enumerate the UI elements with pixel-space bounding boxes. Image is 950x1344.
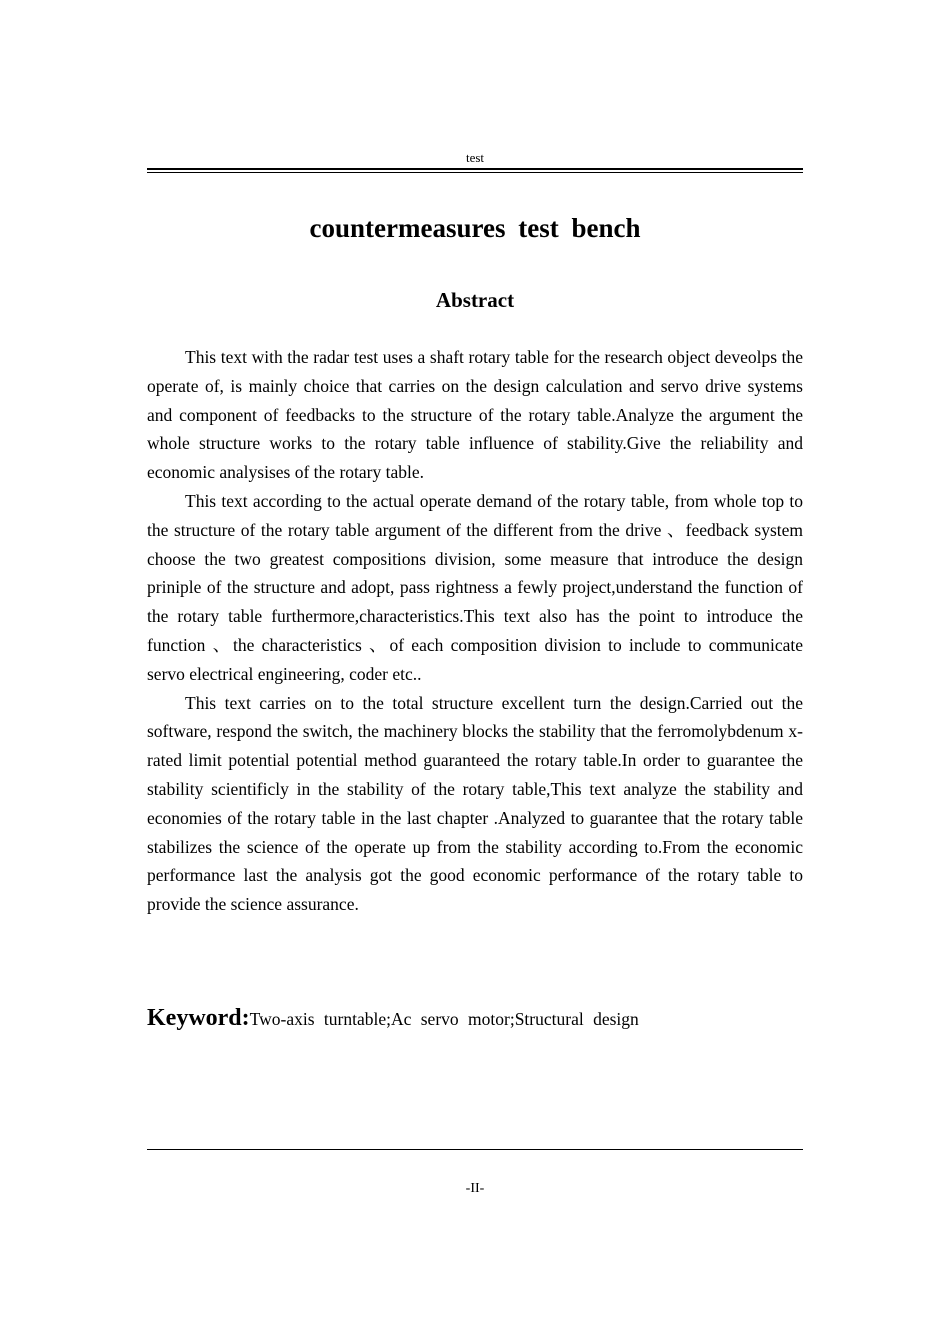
document-title: countermeasures test bench	[309, 213, 641, 243]
keyword-value: Two-axis turntable;Ac servo motor;Structural design	[249, 1009, 639, 1029]
abstract-paragraph-2: This text according to the actual operate demand of the rotary table, from whole top to the structure of the rotary table argument of the different from the drive 、feedback system choose the two greatest compositions division, some measure that introduce the design priniple of the structure and adopt, pass rightness a fewly project,understand the function of the rotary table furthermore,characteristics.This text also has the point to introduce the function 、the characteristics 、of each composition division to include to communicate servo electrical engineering, coder etc..	[147, 490, 803, 684]
running-header: test	[465, 150, 485, 165]
keywords-line	[147, 1002, 803, 1037]
page-number: -II-	[465, 1181, 485, 1196]
abstract-paragraph-1: This text with the radar test uses a shaft rotary table for the research object deveolps the operate of, is mainly choice that carries on the design calculation and servo drive systems and component of feedbacks to the structure of the rotary table.Analyze the argument the whole structure works to the rotary table influence of stability.Give the reliability and economic analysises of the rotary table.	[147, 347, 803, 483]
keyword-label: Keyword:	[147, 1005, 250, 1031]
abstract-paragraph-3: This text carries on to the total structure excellent turn the design.Carried out the software, respond the switch, the machinery blocks the stability that the ferromolybdenum x-rated limit potential potential method guaranteed the rotary table.In order to guarantee the stability scientificly in the stability of the rotary table,This text analyze the stability and economies of the rotary table in the last chapter .Analyzed to guarantee that the rotary table stabilizes the science of the operate up from the stability according to.From the economic performance last the analysis got the good economic performance of the rotary table to provide the science assurance.	[147, 692, 803, 915]
abstract-body	[147, 343, 803, 919]
header-rule-thin	[147, 172, 803, 173]
header-rule-thick	[147, 168, 803, 170]
footer-rule	[147, 1149, 803, 1150]
abstract-heading: Abstract	[435, 288, 515, 312]
